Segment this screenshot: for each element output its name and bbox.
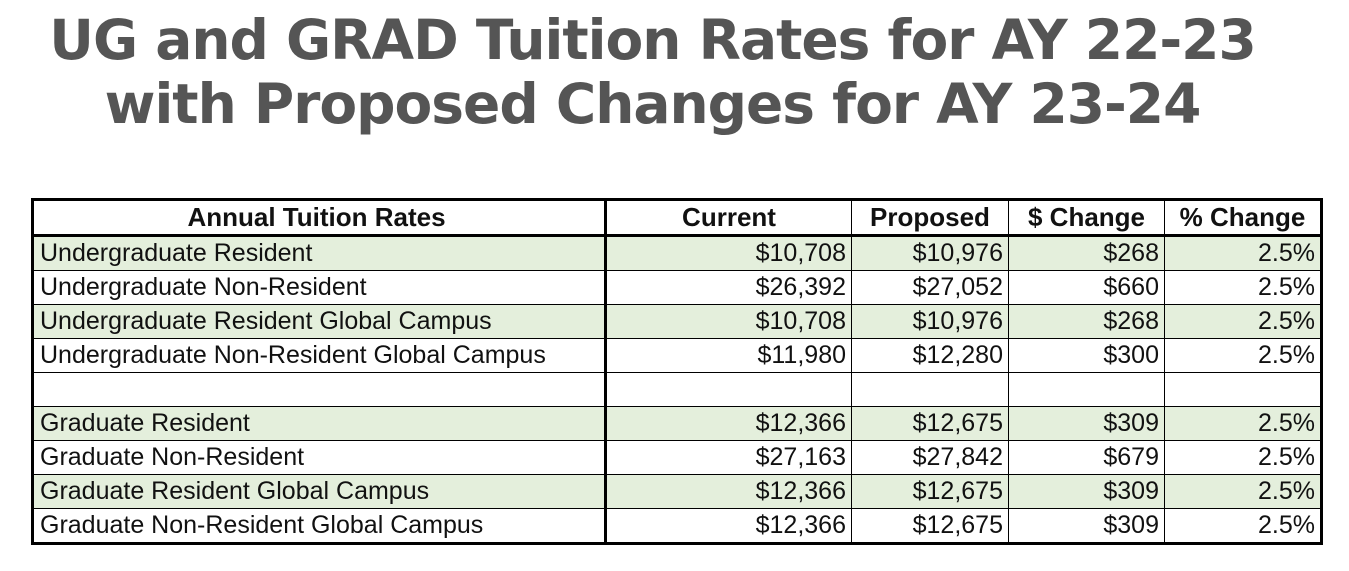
row-label: Graduate Non-Resident Global Campus bbox=[33, 509, 606, 544]
proposed-value: $27,842 bbox=[852, 441, 1009, 475]
current-value: $11,980 bbox=[606, 339, 852, 373]
row-label: Undergraduate Non-Resident bbox=[33, 271, 606, 305]
percent-change-value: 2.5% bbox=[1165, 475, 1322, 509]
proposed-value: $12,675 bbox=[852, 475, 1009, 509]
proposed-value: $10,976 bbox=[852, 305, 1009, 339]
row-label bbox=[33, 373, 606, 407]
table-row bbox=[33, 407, 1322, 441]
table-row bbox=[33, 475, 1322, 509]
column-header-rates: Annual Tuition Rates bbox=[33, 200, 606, 236]
proposed-value: $27,052 bbox=[852, 271, 1009, 305]
table-row bbox=[33, 271, 1322, 305]
dollar-change-value: $309 bbox=[1009, 475, 1165, 509]
table-row bbox=[33, 339, 1322, 373]
row-label: Undergraduate Non-Resident Global Campus bbox=[33, 339, 606, 373]
current-value: $10,708 bbox=[606, 305, 852, 339]
percent-change-value: 2.5% bbox=[1165, 271, 1322, 305]
current-value: $12,366 bbox=[606, 475, 852, 509]
proposed-value: $10,976 bbox=[852, 236, 1009, 271]
dollar-change-value: $268 bbox=[1009, 236, 1165, 271]
column-header-current: Current bbox=[606, 200, 852, 236]
percent-change-value: 2.5% bbox=[1165, 305, 1322, 339]
current-value: $27,163 bbox=[606, 441, 852, 475]
row-label: Undergraduate Resident bbox=[33, 236, 606, 271]
proposed-value: $12,675 bbox=[852, 509, 1009, 544]
table-row bbox=[33, 236, 1322, 271]
percent-change-value bbox=[1165, 373, 1322, 407]
proposed-value bbox=[852, 373, 1009, 407]
dollar-change-value: $300 bbox=[1009, 339, 1165, 373]
table-row bbox=[33, 305, 1322, 339]
table-header-row bbox=[33, 200, 1322, 236]
row-label: Graduate Resident Global Campus bbox=[33, 475, 606, 509]
row-label: Undergraduate Resident Global Campus bbox=[33, 305, 606, 339]
page-title bbox=[0, 8, 1305, 136]
percent-change-value: 2.5% bbox=[1165, 407, 1322, 441]
title-line-1: UG and GRAD Tuition Rates for AY 22-23 bbox=[49, 8, 1256, 72]
column-header-dollar-change: $ Change bbox=[1009, 200, 1165, 236]
current-value: $10,708 bbox=[606, 236, 852, 271]
proposed-value: $12,675 bbox=[852, 407, 1009, 441]
column-header-proposed: Proposed bbox=[852, 200, 1009, 236]
table-row bbox=[33, 509, 1322, 544]
column-header-percent-change: % Change bbox=[1165, 200, 1322, 236]
dollar-change-value: $660 bbox=[1009, 271, 1165, 305]
current-value: $12,366 bbox=[606, 407, 852, 441]
percent-change-value: 2.5% bbox=[1165, 236, 1322, 271]
proposed-value: $12,280 bbox=[852, 339, 1009, 373]
dollar-change-value: $679 bbox=[1009, 441, 1165, 475]
current-value bbox=[606, 373, 852, 407]
current-value: $12,366 bbox=[606, 509, 852, 544]
row-label: Graduate Resident bbox=[33, 407, 606, 441]
current-value: $26,392 bbox=[606, 271, 852, 305]
title-line-2: with Proposed Changes for AY 23-24 bbox=[104, 72, 1201, 136]
spacer-row bbox=[33, 373, 1322, 407]
dollar-change-value: $268 bbox=[1009, 305, 1165, 339]
tuition-rates-table bbox=[31, 198, 1323, 545]
percent-change-value: 2.5% bbox=[1165, 441, 1322, 475]
row-label: Graduate Non-Resident bbox=[33, 441, 606, 475]
dollar-change-value: $309 bbox=[1009, 407, 1165, 441]
dollar-change-value: $309 bbox=[1009, 509, 1165, 544]
percent-change-value: 2.5% bbox=[1165, 339, 1322, 373]
dollar-change-value bbox=[1009, 373, 1165, 407]
percent-change-value: 2.5% bbox=[1165, 509, 1322, 544]
table-row bbox=[33, 441, 1322, 475]
